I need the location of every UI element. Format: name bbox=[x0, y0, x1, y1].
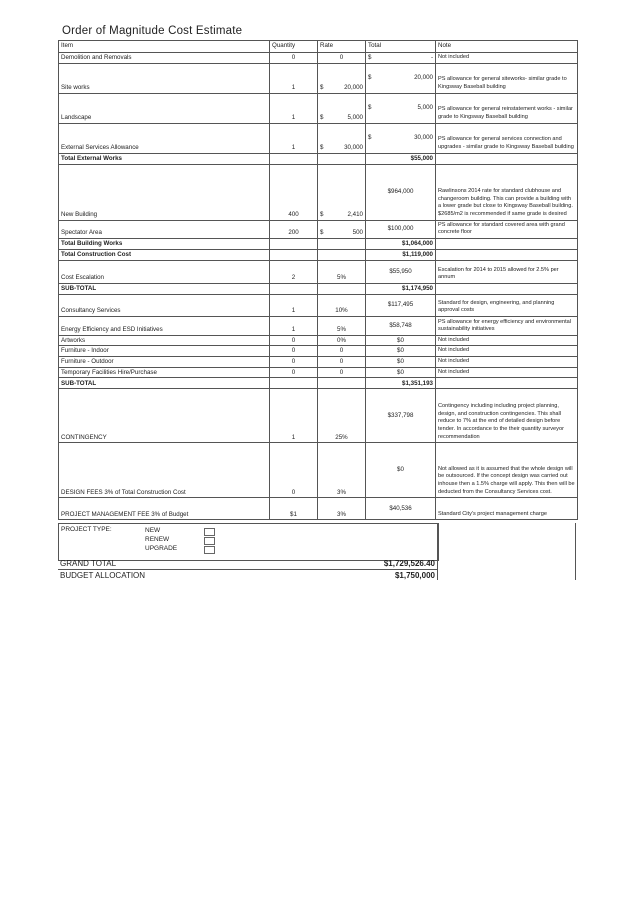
budget-allocation-label: BUDGET ALLOCATION bbox=[60, 571, 146, 580]
total-row bbox=[59, 153, 578, 164]
rate-value: 500 bbox=[352, 229, 363, 237]
cell-note: Not included bbox=[436, 346, 578, 357]
cell-rate bbox=[318, 260, 366, 283]
rate-value: 0 bbox=[339, 54, 344, 61]
total-value: $0 bbox=[397, 466, 404, 474]
project-type-option-upgrade: UPGRADE bbox=[145, 545, 178, 552]
cell-rate bbox=[318, 346, 366, 357]
project-type-box bbox=[58, 523, 439, 561]
cell-rate bbox=[318, 335, 366, 346]
grand-total-row bbox=[58, 558, 437, 570]
cell-item: PROJECT MANAGEMENT FEE 3% of Budget bbox=[59, 498, 270, 520]
cell-total bbox=[366, 346, 436, 357]
cell-total bbox=[366, 389, 436, 443]
table-row bbox=[59, 498, 578, 520]
total-value: $337,798 bbox=[387, 411, 414, 419]
grand-total-value: $1,729,526.40 bbox=[383, 559, 435, 568]
cell-total: $1,064,000 bbox=[366, 238, 436, 249]
table-row bbox=[59, 93, 578, 123]
cell-rate bbox=[318, 443, 366, 498]
table-row bbox=[59, 63, 578, 93]
cell-quantity bbox=[270, 283, 318, 294]
checkbox-upgrade[interactable] bbox=[204, 546, 215, 554]
header-total: Total bbox=[366, 41, 436, 53]
total-value: 20,000 bbox=[414, 74, 433, 82]
cell-note: PS allowance for general siteworks- similar grade to Kingsway Baseball building bbox=[436, 63, 578, 93]
cell-note bbox=[436, 249, 578, 260]
table-row bbox=[59, 53, 578, 64]
cell-total bbox=[366, 498, 436, 520]
grand-total-label: GRAND TOTAL bbox=[60, 559, 117, 568]
cell-quantity: $1 bbox=[270, 498, 318, 520]
cell-item: Site works bbox=[59, 63, 270, 93]
cell-total bbox=[366, 443, 436, 498]
table-row bbox=[59, 294, 578, 316]
cell-note bbox=[436, 153, 578, 164]
cell-note: Standard City's project management charge bbox=[436, 498, 578, 520]
cell-rate bbox=[318, 316, 366, 335]
cell-rate bbox=[318, 238, 366, 249]
cell-quantity bbox=[270, 249, 318, 260]
rate-value: 0 bbox=[339, 368, 344, 376]
cell-note: Not included bbox=[436, 356, 578, 367]
cell-item: Cost Escalation bbox=[59, 260, 270, 283]
cell-quantity: 1 bbox=[270, 63, 318, 93]
cell-quantity: 1 bbox=[270, 93, 318, 123]
cell-item: Artworks bbox=[59, 335, 270, 346]
cell-total bbox=[366, 63, 436, 93]
total-value: 5,000 bbox=[417, 104, 433, 112]
header-item: Item bbox=[59, 41, 270, 53]
rate-currency: $ bbox=[320, 144, 324, 151]
total-value: $117,495 bbox=[387, 301, 414, 309]
cell-total: $1,119,000 bbox=[366, 249, 436, 260]
cell-rate bbox=[318, 356, 366, 367]
cell-item: Furniture - Indoor bbox=[59, 346, 270, 357]
cell-note: Rawlinsons 2014 rate for standard clubhouse and changeroom building. This can provide a building with a lower grade but close to Kingsway Baseball building. $2685/m2 is recommended if same grade is desired bbox=[436, 164, 578, 220]
cell-item: Landscape bbox=[59, 93, 270, 123]
cell-quantity: 2 bbox=[270, 260, 318, 283]
cell-rate bbox=[318, 283, 366, 294]
table-row bbox=[59, 260, 578, 283]
cell-note bbox=[436, 378, 578, 389]
table-row bbox=[59, 335, 578, 346]
budget-allocation-value: $1,750,000 bbox=[394, 571, 435, 580]
rate-value: 0 bbox=[339, 347, 344, 355]
total-value: $0 bbox=[397, 347, 404, 355]
table-row bbox=[59, 346, 578, 357]
cell-quantity: 1 bbox=[270, 316, 318, 335]
cell-total bbox=[366, 367, 436, 378]
total-row bbox=[59, 283, 578, 294]
cell-item: Spectator Area bbox=[59, 220, 270, 238]
cell-total bbox=[366, 316, 436, 335]
project-type-option-new: NEW bbox=[145, 527, 161, 534]
cell-rate bbox=[318, 93, 366, 123]
header-quantity: Quantity bbox=[270, 41, 318, 53]
cell-item: SUB-TOTAL bbox=[59, 283, 270, 294]
cell-rate bbox=[318, 498, 366, 520]
page-title: Order of Magnitude Cost Estimate bbox=[62, 25, 243, 37]
cell-note: Not included bbox=[436, 335, 578, 346]
cell-item: Energy Efficiency and ESD Initiatives bbox=[59, 316, 270, 335]
rate-value: 2,410 bbox=[347, 211, 363, 218]
cell-rate bbox=[318, 249, 366, 260]
rate-value: 3% bbox=[337, 510, 346, 518]
checkbox-new[interactable] bbox=[204, 528, 215, 536]
cell-total bbox=[366, 93, 436, 123]
cell-note: Contingency including including project planning, design, and construction contingencies. This shall reduce to 7% at the end of detailed design before tender. In accordance to the their quantity surveyor recommendation bbox=[436, 389, 578, 443]
rate-value: 25% bbox=[335, 433, 348, 441]
rate-value: 0% bbox=[337, 336, 346, 344]
cell-quantity: 1 bbox=[270, 294, 318, 316]
cell-note: PS allowance for energy efficiency and environmental sustainability initiatives bbox=[436, 316, 578, 335]
table-row bbox=[59, 367, 578, 378]
cell-total: $1,351,193 bbox=[366, 378, 436, 389]
rate-value: 5,000 bbox=[347, 114, 363, 121]
cell-quantity bbox=[270, 378, 318, 389]
total-value: $100,000 bbox=[387, 225, 414, 233]
cell-quantity: 0 bbox=[270, 346, 318, 357]
total-currency: $ bbox=[368, 74, 372, 82]
total-value: $0 bbox=[397, 357, 404, 365]
table-row bbox=[59, 316, 578, 335]
header-rate: Rate bbox=[318, 41, 366, 53]
total-value: $55,950 bbox=[389, 267, 412, 275]
cell-item: Demolition and Removals bbox=[59, 53, 270, 64]
rate-currency: $ bbox=[320, 114, 324, 121]
table-row bbox=[59, 389, 578, 443]
total-value: $0 bbox=[397, 368, 404, 376]
total-row bbox=[59, 249, 578, 260]
cell-note: Not allowed as it is assumed that the whole design will be outsourced. If the concept design was carried out inhouse then a 1.5% charge will apply. This then will be deducted from the Consultancy Services cost. bbox=[436, 443, 578, 498]
cell-total: $55,000 bbox=[366, 153, 436, 164]
rate-currency: $ bbox=[320, 211, 324, 218]
header-note: Note bbox=[436, 41, 578, 53]
total-value: 30,000 bbox=[414, 134, 433, 142]
cell-note: Standard for design, engineering, and planning approval costs bbox=[436, 294, 578, 316]
cell-total: $1,174,950 bbox=[366, 283, 436, 294]
cell-note bbox=[436, 283, 578, 294]
cell-total bbox=[366, 356, 436, 367]
cell-total bbox=[366, 53, 436, 64]
cell-total bbox=[366, 260, 436, 283]
rate-value: 5% bbox=[337, 274, 346, 282]
total-row bbox=[59, 238, 578, 249]
cell-rate bbox=[318, 220, 366, 238]
cell-note bbox=[436, 238, 578, 249]
cell-rate bbox=[318, 367, 366, 378]
rate-value: 30,000 bbox=[344, 144, 363, 151]
cell-item: DESIGN FEES 3% of Total Construction Cost bbox=[59, 443, 270, 498]
cell-note: PS allowance for general services connection and upgrades - similar grade to Kingsway Baseball building bbox=[436, 123, 578, 153]
cell-rate bbox=[318, 164, 366, 220]
cell-quantity: 0 bbox=[270, 335, 318, 346]
total-value: $58,748 bbox=[389, 321, 412, 329]
table-row bbox=[59, 164, 578, 220]
cell-item: Furniture - Outdoor bbox=[59, 356, 270, 367]
total-currency: $ bbox=[368, 54, 372, 61]
project-type-label: PROJECT TYPE: bbox=[61, 526, 112, 533]
cell-quantity bbox=[270, 238, 318, 249]
total-currency: $ bbox=[368, 104, 372, 112]
cell-quantity: 0 bbox=[270, 356, 318, 367]
table-row bbox=[59, 356, 578, 367]
cell-total bbox=[366, 164, 436, 220]
table-row bbox=[59, 220, 578, 238]
cell-quantity bbox=[270, 153, 318, 164]
cell-item: Total Construction Cost bbox=[59, 249, 270, 260]
cell-note: Not included bbox=[436, 367, 578, 378]
rate-value: 20,000 bbox=[344, 84, 363, 91]
total-value: $40,536 bbox=[389, 504, 412, 512]
cell-quantity: 200 bbox=[270, 220, 318, 238]
cell-quantity: 400 bbox=[270, 164, 318, 220]
cell-note: Escalation for 2014 to 2015 allowed for 2.5% per annum bbox=[436, 260, 578, 283]
total-value: - bbox=[430, 54, 433, 61]
cell-rate bbox=[318, 294, 366, 316]
cell-rate bbox=[318, 123, 366, 153]
cell-item: Total External Works bbox=[59, 153, 270, 164]
cell-total bbox=[366, 294, 436, 316]
total-currency: $ bbox=[368, 134, 372, 142]
cell-total bbox=[366, 335, 436, 346]
cell-item: External Services Allowance bbox=[59, 123, 270, 153]
cost-estimate-table bbox=[58, 40, 578, 520]
cell-quantity: 1 bbox=[270, 123, 318, 153]
cell-total bbox=[366, 123, 436, 153]
budget-allocation-row bbox=[58, 570, 437, 581]
rate-value: 0 bbox=[339, 357, 344, 365]
cell-quantity: 0 bbox=[270, 367, 318, 378]
cell-item: Total Building Works bbox=[59, 238, 270, 249]
total-row bbox=[59, 378, 578, 389]
cell-rate bbox=[318, 153, 366, 164]
cell-item: SUB-TOTAL bbox=[59, 378, 270, 389]
rate-value: 3% bbox=[337, 488, 346, 496]
table-row bbox=[59, 443, 578, 498]
cell-note: Not included bbox=[436, 53, 578, 64]
rate-value: 10% bbox=[335, 307, 348, 315]
cell-quantity: 0 bbox=[270, 443, 318, 498]
table-row bbox=[59, 123, 578, 153]
cell-item: CONTINGENCY bbox=[59, 389, 270, 443]
checkbox-renew[interactable] bbox=[204, 537, 215, 545]
total-value: $0 bbox=[397, 336, 404, 344]
cell-total bbox=[366, 220, 436, 238]
cell-rate bbox=[318, 63, 366, 93]
project-type-option-renew: RENEW bbox=[145, 536, 170, 543]
cell-quantity: 1 bbox=[270, 389, 318, 443]
cell-item: New Building bbox=[59, 164, 270, 220]
cell-quantity: 0 bbox=[270, 53, 318, 64]
rate-currency: $ bbox=[320, 229, 324, 237]
cell-note: PS allowance for standard covered area with grand concrete floor bbox=[436, 220, 578, 238]
cell-note: PS allowance for general reinstatement works - similar grade to Kingsway Baseball building bbox=[436, 93, 578, 123]
cell-rate bbox=[318, 53, 366, 64]
cell-rate bbox=[318, 378, 366, 389]
rate-currency: $ bbox=[320, 84, 324, 91]
cell-rate bbox=[318, 389, 366, 443]
rate-value: 5% bbox=[337, 326, 346, 334]
cell-item: Temporary Facilities Hire/Purchase bbox=[59, 367, 270, 378]
total-value: $964,000 bbox=[387, 188, 414, 196]
cell-item: Consultancy Services bbox=[59, 294, 270, 316]
table-header-row bbox=[59, 41, 578, 53]
